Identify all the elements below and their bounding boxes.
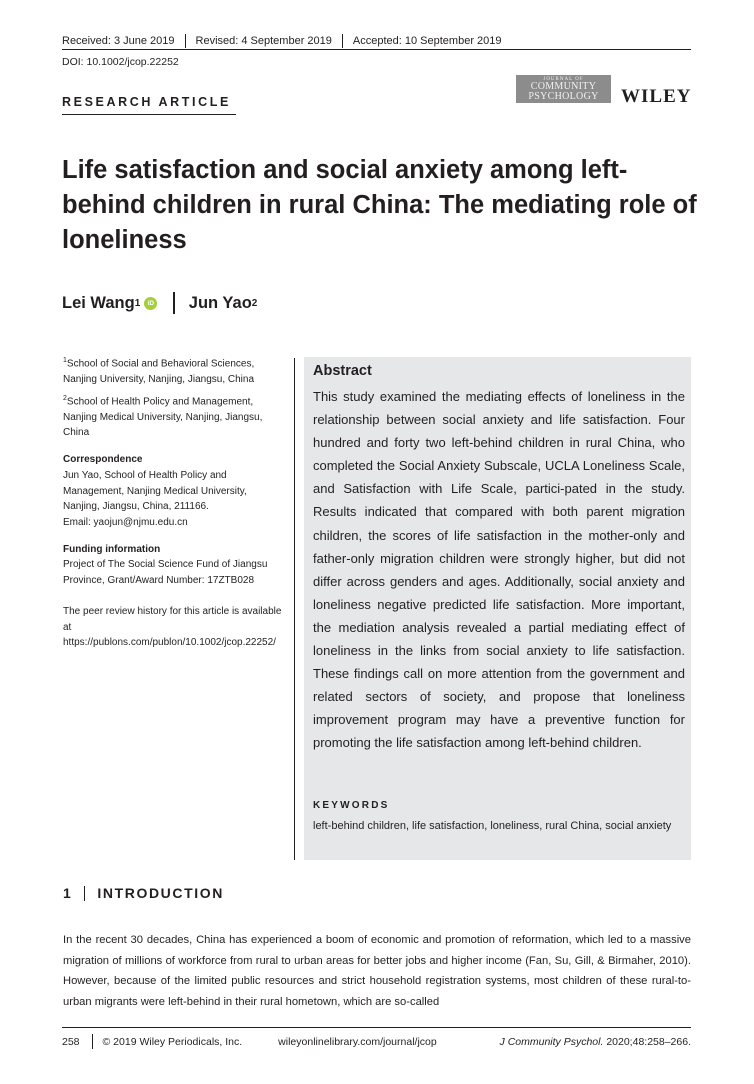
header-rule: [62, 49, 691, 50]
article-title: Life satisfaction and social anxiety among left-behind children in rural China: The mediating role of loneliness: [62, 156, 697, 254]
doi[interactable]: DOI: 10.1002/jcop.22252: [62, 56, 179, 68]
publisher-logo: WILEY: [621, 86, 692, 107]
affiliation: $^2$School of Health Policy and Management, Nanjing Medical University, Nanjing, Jiangsu, China: [63, 394, 263, 439]
keywords-heading: KEYWORDS: [313, 800, 390, 811]
section-number: 1: [63, 885, 73, 901]
divider: [185, 34, 186, 48]
author-affiliation-mark: 1: [134, 297, 141, 309]
page-number: 258: [62, 1035, 80, 1048]
article-type-underline: [62, 114, 236, 115]
orcid-icon[interactable]: iD: [144, 297, 157, 310]
journal-logo-top: JOURNAL OF: [543, 77, 584, 82]
author-divider: [173, 292, 175, 314]
peer-review-note[interactable]: The peer review history for this article is available at https://publons.com/publon/10.1002/jcop.22252/: [63, 605, 282, 649]
author-name[interactable]: Lei Wang: [62, 293, 135, 312]
divider: [342, 34, 343, 48]
copyright: © 2019 Wiley Periodicals, Inc.: [102, 1035, 243, 1048]
section-heading: [63, 885, 224, 901]
received-date: Received: 3 June 2019: [62, 35, 175, 47]
journal-logo-line2: PSYCHOLOGY: [528, 91, 599, 102]
affiliation: $^1$School of Social and Behavioral Sciences, Nanjing University, Nanjing, Jiangsu, China: [63, 357, 255, 386]
footer-divider: [92, 1034, 93, 1049]
page-footer: [62, 1034, 691, 1049]
funding-text: Project of The Social Science Fund of Jiangsu Province, Grant/Award Number: 17ZTB028: [63, 559, 268, 587]
column-divider: [294, 358, 295, 860]
journal-url[interactable]: wileyonlinelibrary.com/journal/jcop: [278, 1035, 437, 1048]
author-affiliation-mark: 2: [251, 297, 258, 309]
correspondence-text: Jun Yao, School of Health Policy and Management, Nanjing Medical University, Nanjing, Jiangsu, China, 211166.: [63, 469, 247, 513]
article-info-column: [63, 353, 285, 651]
author-name[interactable]: Jun Yao: [188, 293, 252, 312]
introduction-paragraph: In the recent 30 decades, China has experienced a boom of economic and promotion of reformation, which led to a massive migration of millions of workforce from rural to urban areas for better jobs and higher income (Fan, Su, Gill, & Birmaher, 2010). However, because of the limited public resources and strict household registration systems, most children of these rural-to-urban migrants were left-behind in their rural hometown, which are so-called: [63, 934, 691, 1008]
correspondence-email[interactable]: Email: yaojun@njmu.edu.cn: [63, 516, 188, 528]
footer-rule: [62, 1027, 691, 1028]
journal-citation: J Community Psychol. 2020;48:258–266.: [499, 1035, 691, 1048]
author-list: [62, 292, 257, 314]
funding-heading: Funding information: [63, 543, 161, 555]
revised-date: Revised: 4 September 2019: [195, 35, 332, 47]
dates-bar: [62, 34, 502, 48]
section-title: INTRODUCTION: [97, 885, 224, 901]
journal-logo: [516, 75, 611, 103]
accepted-date: Accepted: 10 September 2019: [352, 35, 502, 47]
article-type: RESEARCH ARTICLE: [62, 95, 231, 109]
correspondence-heading: Correspondence: [63, 454, 143, 466]
journal-logo-line1: COMMUNITY: [530, 81, 597, 92]
abstract-heading: Abstract: [313, 363, 372, 379]
abstract-text: This study examined the mediating effects of loneliness in the relationship between social anxiety and life satisfaction. Four hundred and forty two left-behind children in rural China, who completed the Social Anxiety Subscale, UCLA Loneliness Scale, and Satisfaction with Life Scale, partici-pated in the study. Results indicated that compared with both parent migration children, the scores of life satisfaction in the mother-only and father-only migration children were strongly higher, but did not differ across genders and ages. Additionally, social anxiety and loneliness negative predicted life satisfaction. More important, the mediation analysis revealed a partial mediating effect of loneliness in the links from social anxiety to life satisfaction. These findings call on more attention from the government and related sectors of society, and propose that loneliness improvement program may have a preventive function for promoting the life satisfaction among left-behind children.: [313, 389, 685, 751]
keywords-text: left-behind children, life satisfaction, loneliness, rural China, social anxiety: [313, 820, 672, 832]
section-divider: [84, 886, 85, 901]
